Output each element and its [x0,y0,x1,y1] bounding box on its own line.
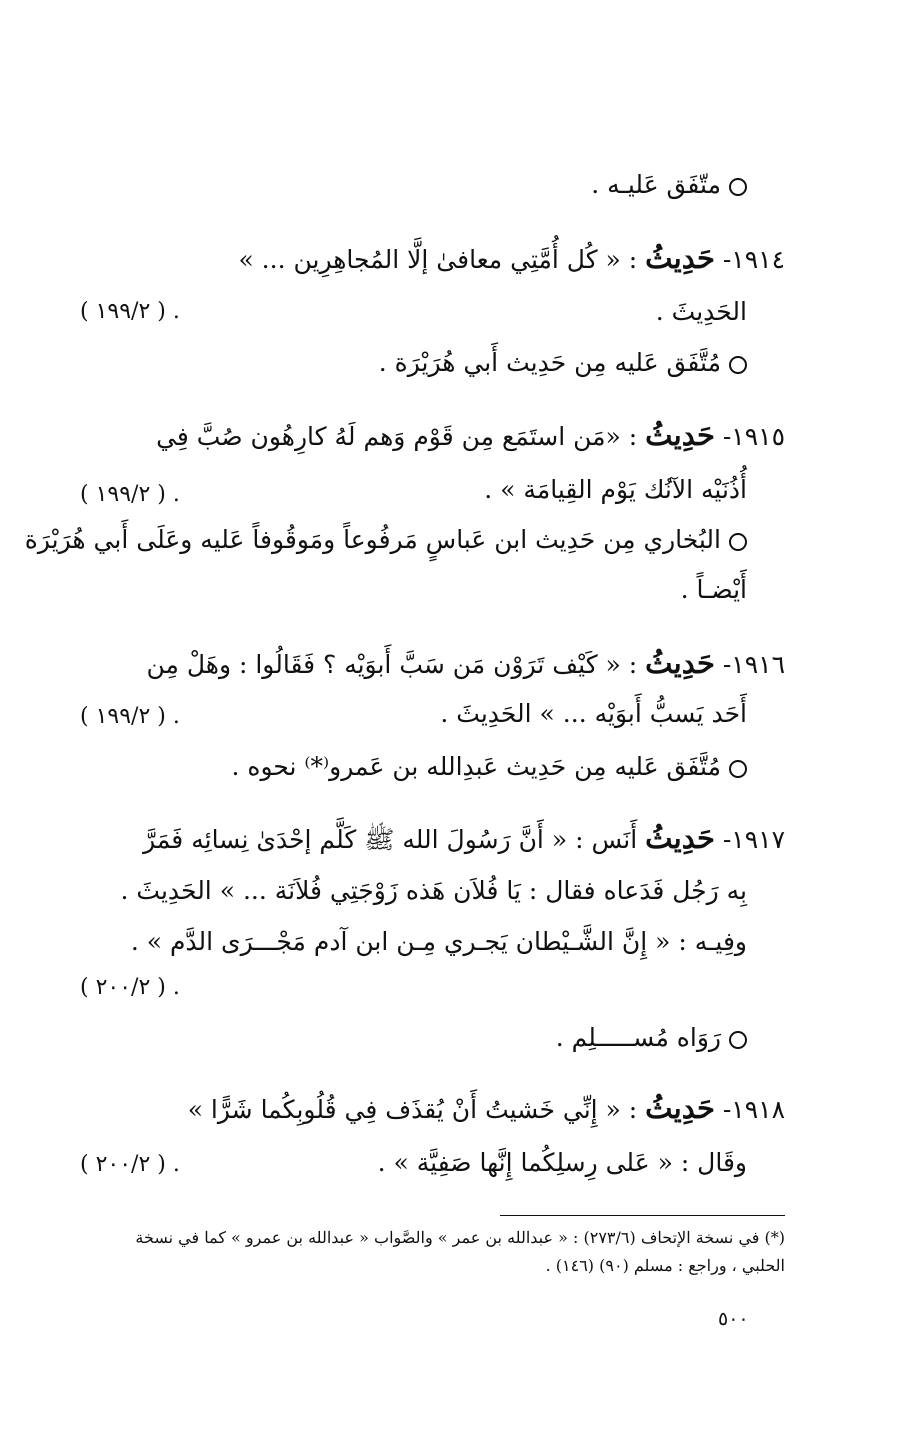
hadith-text: : « كَيْف تَرَوْن مَن سَبَّ أَبوَيْه ؟ فَقَالُوا : وهَلْ مِن [146,650,638,679]
hadith-text: : « كُل أُمَّتِي معافىٰ إلَّا المُجاهِرِين ... » [238,245,638,274]
hadith-1917-line1 [80,818,785,860]
footnote-line1: (*) في نسخة الإتحاف (٢٧٣/٦) : « عبدالله بن عمر » والصَّواب « عبدالله بن عمرو » كما في نسخة [135,1228,785,1247]
hadith-1916-reference: ( ١٩٩/٢ ) . [80,704,180,729]
hadith-keyword: حَدِيثُ [645,1091,715,1125]
circle-bullet-icon [729,760,747,778]
footnote-separator [500,1215,785,1216]
circle-bullet-icon [729,533,747,551]
hadith-number: ١٩١٦- [722,650,785,679]
hadith-1917-note: رَوَاه مُســـــلِم . [80,1018,747,1058]
hadith-1917-line2: بِه رَجُل فَدَعاه فقال : يَا فُلاَن هَذه زَوْجَتِي فُلاَنَة ... » الحَدِيثَ . [120,876,747,905]
hadith-number: ١٩١٥- [722,422,785,451]
page-number: ٥٠٠ [718,1308,749,1330]
hadith-keyword: حَدِيثُ [645,241,715,275]
hadith-1914-line1 [80,238,785,280]
hadith-keyword: حَدِيثُ [645,646,715,680]
hadith-1915-line2: أُذُنَيْه الآنُك يَوْم القِيامَة » . [484,475,747,504]
hadith-1918-reference: ( ٢٠٠/٢ ) . [80,1152,180,1177]
hadith-1916-line1 [80,643,785,685]
hadith-number: ١٩١٨- [722,1095,785,1124]
circle-bullet-icon [729,178,747,196]
attribution-note: متّفَق عَليـه . [80,165,747,205]
hadith-1914-line2: الحَدِيثَ . [655,297,747,326]
hadith-1914-reference: ( ١٩٩/٢ ) . [80,299,180,324]
circle-bullet-icon [729,356,747,374]
footnote-line2: الحلبي ، وراجع : مسلم (٩٠) (١٤٦) . [545,1256,785,1275]
hadith-text: : « إِنِّي خَشيتُ أَنْ يُقذَف فِي قُلُوبِكُما شَرًّا » [187,1095,638,1124]
hadith-1916-note: مُتَّفَق عَليه مِن حَدِيث عَبدِالله بن عَمرو⁽*⁾ نحوه . [80,747,747,787]
hadith-1914-note: مُتَّفَق عَليه مِن حَدِيث أَبي هُرَيْرَة . [80,343,747,383]
hadith-1915-reference: ( ١٩٩/٢ ) . [80,482,180,507]
hadith-keyword: حَدِيثُ [645,821,715,855]
hadith-number: ١٩١٤- [722,245,785,274]
circle-bullet-icon [729,1031,747,1049]
hadith-1915-line1 [80,415,785,457]
hadith-text: أَنَس : « أَنَّ رَسُولَ الله ﷺ كَلَّم إحْدَىٰ نِسائِه فَمَرَّ [143,825,638,854]
hadith-1916-line2: أَحَد يَسبُّ أَبوَيْه ... » الحَدِيثَ . [440,699,747,728]
hadith-number: ١٩١٧- [722,825,785,854]
hadith-1918-line1 [80,1088,785,1130]
hadith-1918-line2: وقَال : « عَلى رِسلِكُما إِنَّها صَفِيَّة » . [377,1148,747,1177]
hadith-1917-reference: ( ٢٠٠/٢ ) . [80,975,180,1000]
hadith-1915-note-cont: أَيْضـاً . [680,575,747,604]
hadith-keyword: حَدِيثُ [645,418,715,452]
hadith-1917-line3: وفِيـه : « إِنَّ الشَّـيْطان يَجـري مِـن ابن آدم مَجْـــرَى الدَّم » . [130,927,747,956]
hadith-1915-note: البُخاري مِن حَدِيث ابن عَباسٍ مَرفُوعاً ومَوقُوفاً عَليه وعَلَى أَبي هُرَيْرَة [80,520,747,560]
hadith-text: : «مَن استَمَع مِن قَوْم وَهم لَهُ كارِهُون صُبَّ فِي [156,422,638,451]
